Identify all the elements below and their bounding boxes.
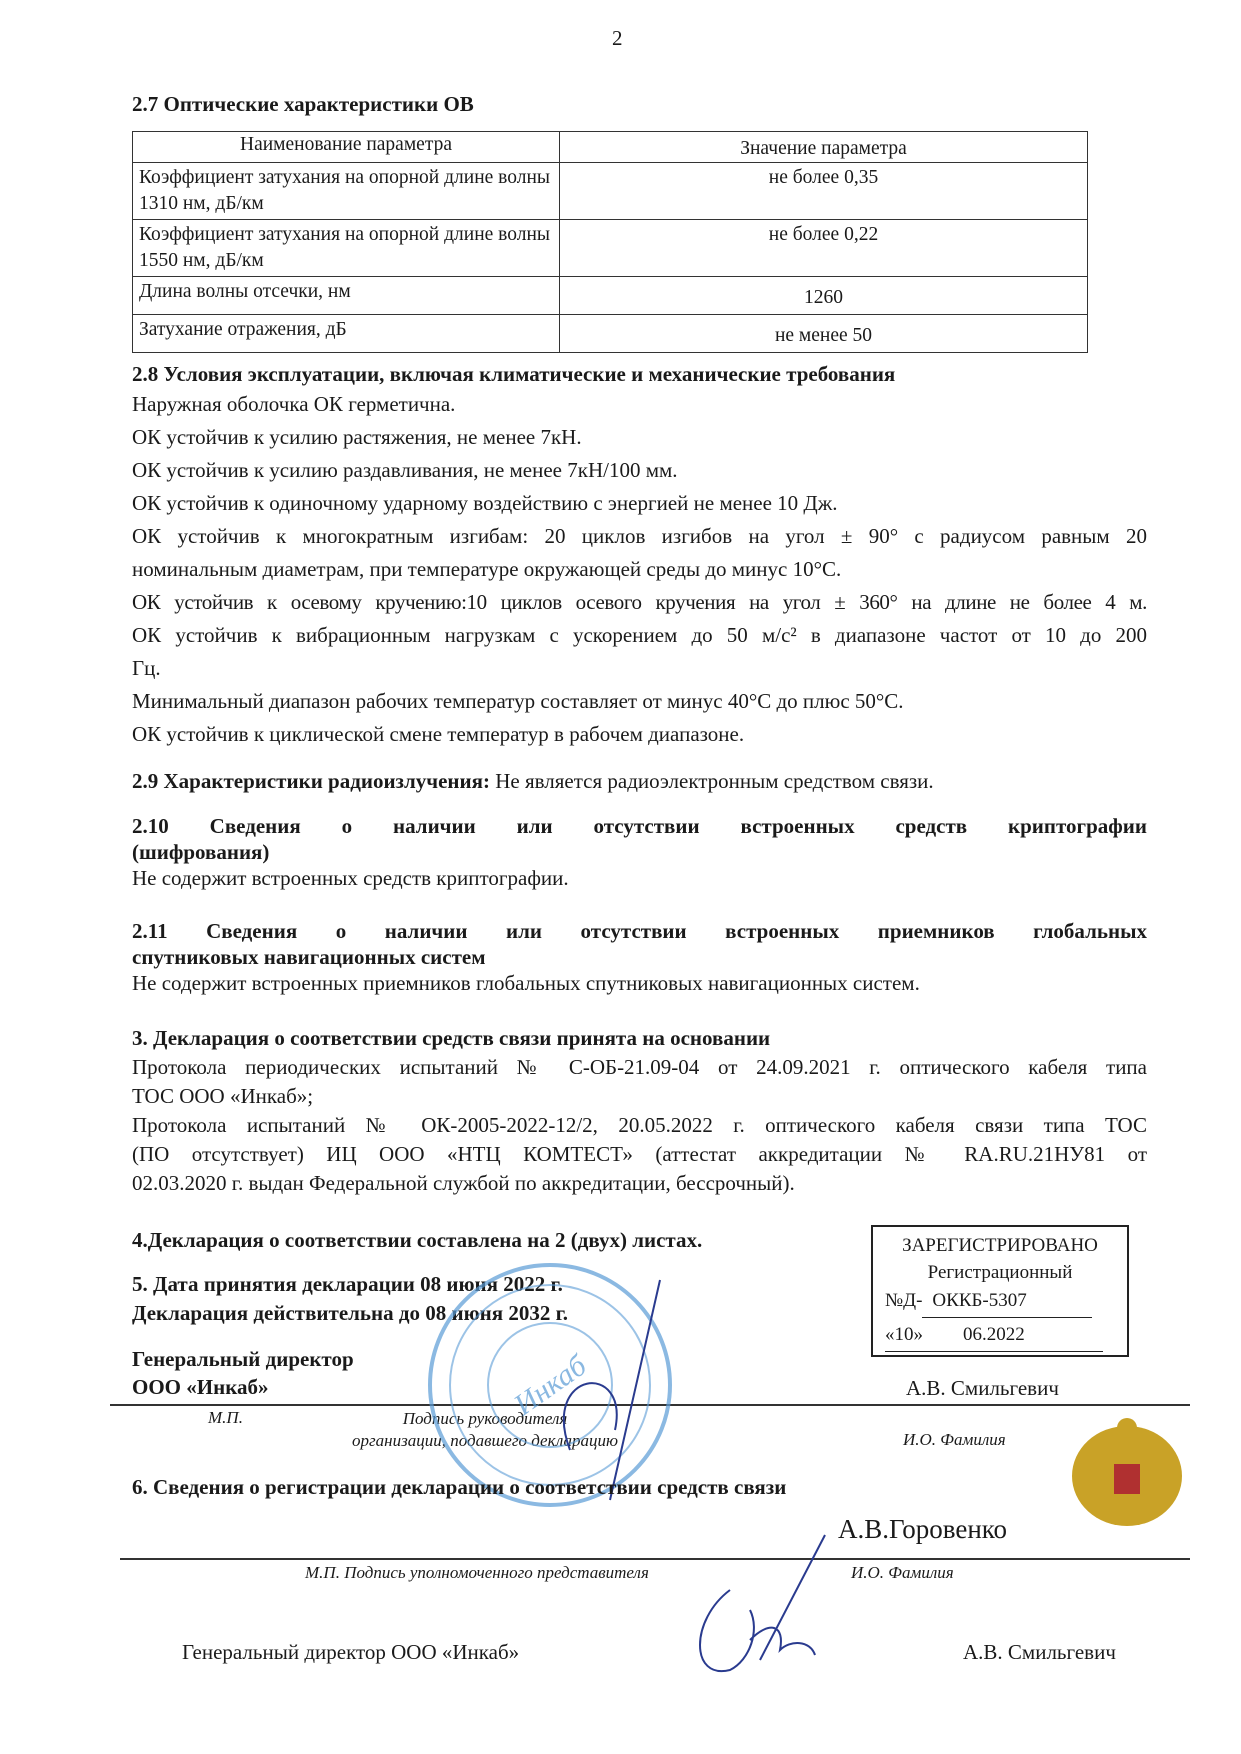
section-2-9-title: 2.9 Характеристики радиоизлучения:: [132, 769, 490, 793]
section-2-11-title: спутниковых навигационных систем: [132, 945, 486, 969]
text-line: ОК устойчив к вибрационным нагрузкам с ускорением до 50 м/с² в диапазоне частот от 10 до 200: [132, 623, 1147, 647]
mp-label: М.П.: [208, 1408, 243, 1427]
table-cell: Коэффициент затухания на опорной длине волны 1310 нм, дБ/км: [133, 163, 560, 220]
text-line: Гц.: [132, 656, 161, 680]
footer-name: А.В. Смильгевич: [963, 1640, 1116, 1664]
registration-box: [871, 1225, 1129, 1357]
text-line: Наружная оболочка ОК герметична.: [132, 392, 456, 416]
divider: [120, 1558, 1190, 1560]
section-2-11-title: 2.11 Сведения о наличии или отсутствии встроенных приемников глобальных: [132, 919, 1147, 943]
section-2-8-body: [132, 388, 1147, 751]
svg-text:Инкаб: Инкаб: [508, 1348, 593, 1422]
table-header: Значение параметра: [560, 132, 1088, 163]
registration-title: ЗАРЕГИСТРИРОВАНО: [902, 1235, 1098, 1256]
table-cell: не более 0,35: [560, 163, 1088, 220]
table-cell: Затухание отражения, дБ: [133, 315, 560, 353]
signature-label: Подпись руководителя организации, подавшего декларацию: [352, 1409, 618, 1450]
text-line: ОК устойчив к многократным изгибам: 20 циклов изгибов на угол ± 90° с радиусом равным 20: [132, 524, 1147, 548]
registration-date: 06.2022: [923, 1318, 1103, 1352]
text-line: 02.03.2020 г. выдан Федеральной службой по аккредитации, бессрочный).: [132, 1171, 795, 1195]
signature: [690, 1530, 850, 1680]
section-6-title: 6. Сведения о регистрации декларации о соответствии средств связи: [132, 1475, 787, 1499]
section-2-10: [132, 813, 1147, 891]
registration-prefix: №Д-: [885, 1290, 923, 1311]
text-line: Протокола испытаний № ОК-2005-2022-12/2, 20.05.2022 г. оптического кабеля связи типа ТОС: [132, 1113, 1147, 1137]
fio-label: И.О. Фамилия: [903, 1430, 1006, 1449]
table-header: Наименование параметра: [133, 132, 560, 163]
section-3-title: 3. Декларация о соответствии средств связи принята на основании: [132, 1026, 771, 1050]
table-cell: 1260: [560, 277, 1088, 315]
section-2-10-title: 2.10 Сведения о наличии или отсутствии встроенных средств криптографии: [132, 814, 1147, 838]
signer-company: ООО «Инкаб»: [132, 1375, 269, 1399]
text-line: Минимальный диапазон рабочих температур составляет от минус 40°С до плюс 50°С.: [132, 689, 904, 713]
section-4: 4.Декларация о соответствии составлена на 2 (двух) листах.: [132, 1228, 703, 1252]
fio-label: И.О. Фамилия: [851, 1563, 954, 1582]
representative-name: А.В.Горовенко: [838, 1514, 1008, 1544]
text-line: ОК устойчив к одиночному ударному воздействию с энергией не менее 10 Дж.: [132, 491, 838, 515]
registration-number: ОККБ-5307: [922, 1284, 1092, 1318]
section-2-7-title: 2.7 Оптические характеристики ОВ: [132, 92, 474, 116]
section-2-9: [132, 765, 1147, 798]
table-cell: не менее 50: [560, 315, 1088, 353]
text-line: (ПО отсутствует) ИЦ ООО «НТЦ КОМТЕСТ» (аттестат аккредитации № RA.RU.21НУ81 от: [132, 1142, 1147, 1166]
text-line: ОК устойчив к усилию растяжения, не менее 7кН.: [132, 425, 582, 449]
section-2-11-text: Не содержит встроенных приемников глобальных спутниковых навигационных систем.: [132, 971, 920, 995]
text-line: номинальным диаметрам, при температуре окружающей среды до минус 10°С.: [132, 557, 842, 581]
table-cell: Длина волны отсечки, нм: [133, 277, 560, 315]
signer-position: Генеральный директор: [132, 1347, 354, 1371]
registration-day: «10»: [885, 1318, 923, 1352]
text-line: ОК устойчив к циклической смене температур в рабочем диапазоне.: [132, 722, 745, 746]
declaration-date: 5. Дата принятия декларации 08 июня 2022 г.: [132, 1272, 563, 1296]
emblem-icon: [1062, 1414, 1192, 1534]
text-line: ТОС ООО «Инкаб»;: [132, 1084, 314, 1108]
signer-title: [132, 1345, 354, 1401]
declaration-valid-until: Декларация действительна до 08 июня 2032 г.: [132, 1301, 569, 1325]
text-line: Протокола периодических испытаний № С-ОБ-21.09-04 от 24.09.2021 г. оптического кабеля типа: [132, 1055, 1147, 1079]
section-2-8-title: 2.8 Условия эксплуатации, включая климатические и механические требования: [132, 362, 896, 386]
table-cell: не более 0,22: [560, 220, 1088, 277]
signer-name: А.В. Смильгевич: [906, 1376, 1059, 1400]
page-number: 2: [612, 26, 623, 50]
optical-table: [132, 131, 1088, 353]
text-line: ОК устойчив к осевому кручению:10 циклов осевого кручения на угол ± 360° на длине не более 4 м.: [132, 590, 1147, 614]
section-2-11: [132, 918, 1147, 996]
footer-position: Генеральный директор ООО «Инкаб»: [182, 1640, 520, 1664]
section-3: [132, 1024, 1147, 1198]
section-2-10-title: (шифрования): [132, 840, 270, 864]
section-2-10-text: Не содержит встроенных средств криптографии.: [132, 866, 569, 890]
table-cell: Коэффициент затухания на опорной длине волны 1550 нм, дБ/км: [133, 220, 560, 277]
section-2-9-text: Не является радиоэлектронным средством связи.: [495, 769, 934, 793]
representative-signature-label: М.П. Подпись уполномоченного представителя: [305, 1563, 649, 1582]
registration-subtitle: Регистрационный: [927, 1262, 1073, 1283]
text-line: ОК устойчив к усилию раздавливания, не менее 7кН/100 мм.: [132, 458, 678, 482]
